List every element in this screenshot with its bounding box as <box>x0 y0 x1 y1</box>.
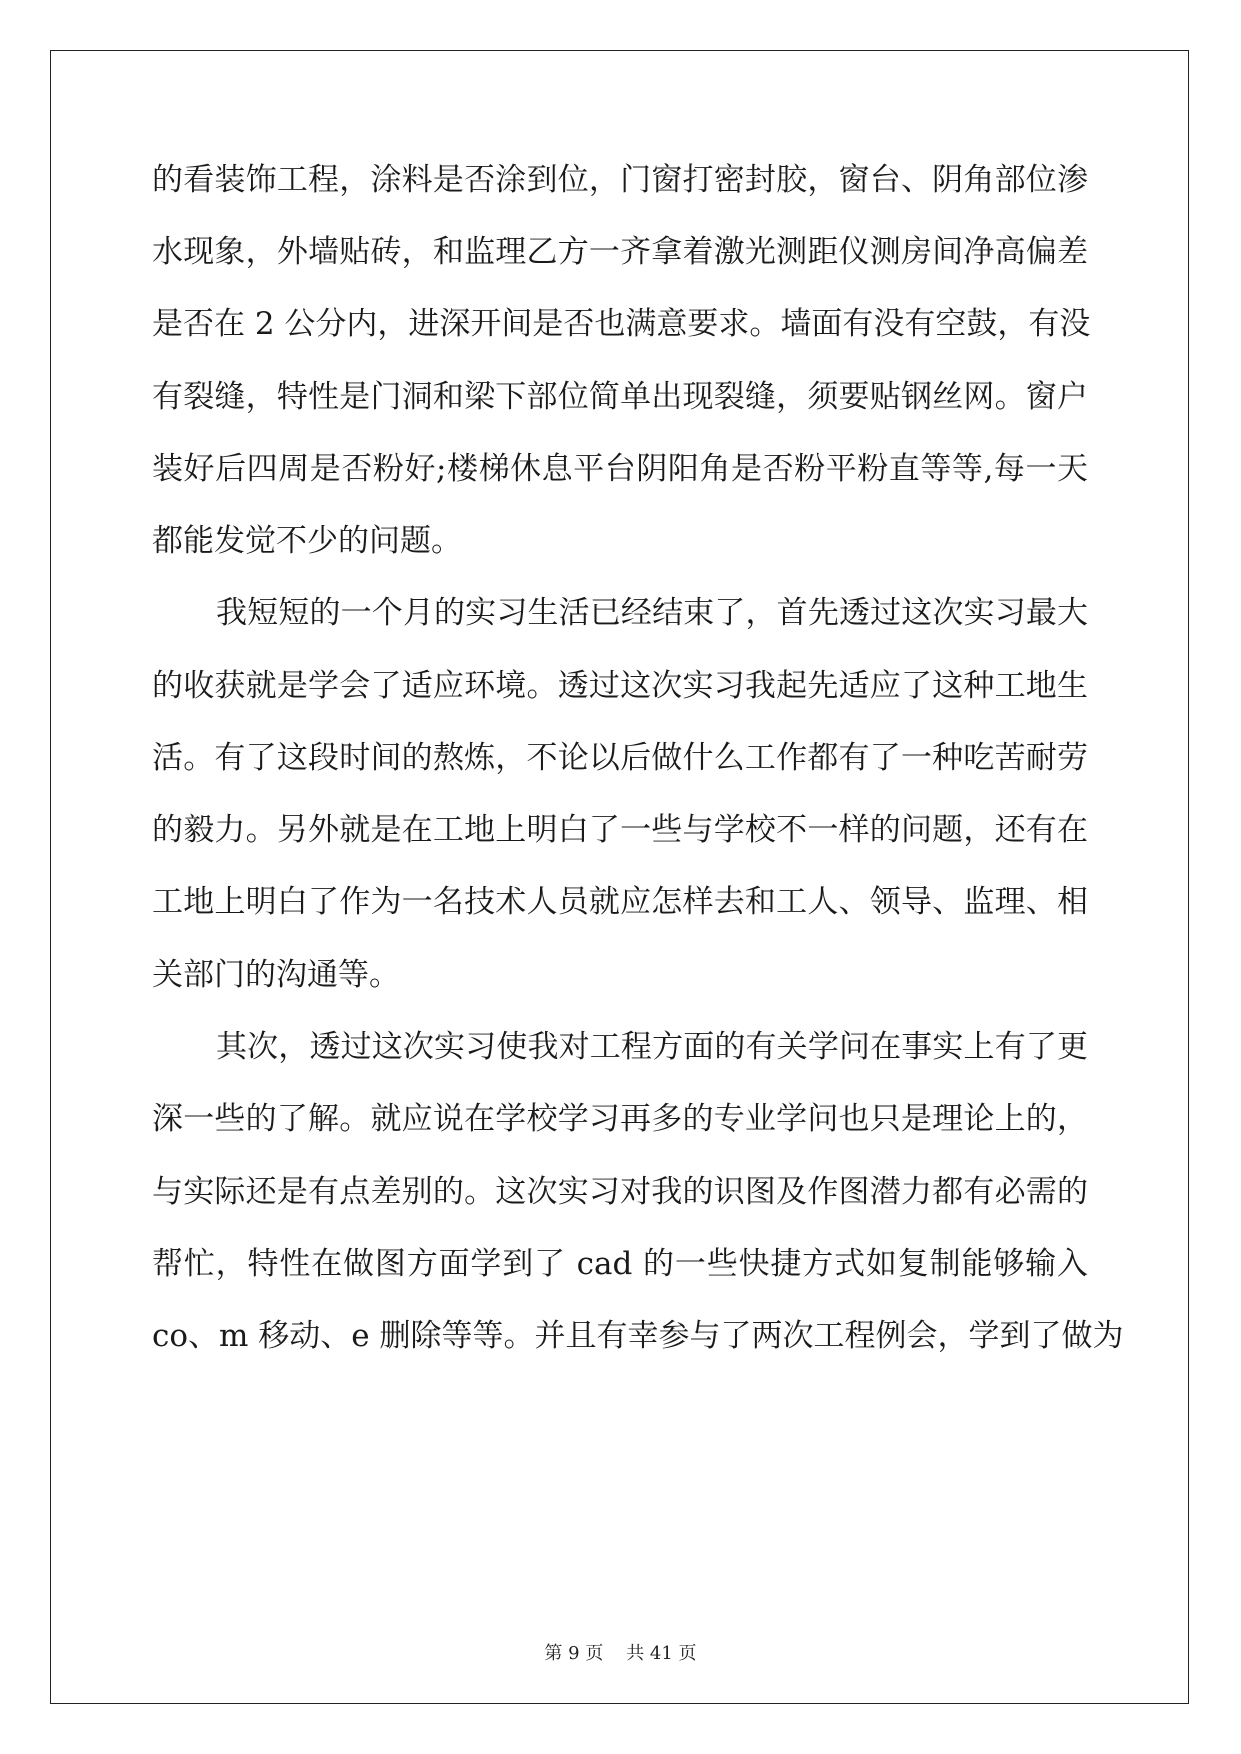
paragraph-line: 关部门的沟通等。 <box>152 957 400 993</box>
paragraph-line: 是否在 2 公分内，进深开间是否也满意要求。墙面有没有空鼓，有没 <box>152 306 1091 342</box>
paragraph-line: 的看装饰工程，涂料是否涂到位，门窗打密封胶，窗台、阴角部位渗 <box>152 162 1088 198</box>
paragraph-line: 的收获就是学会了适应环境。透过这次实习我起先适应了这种工地生 <box>152 668 1088 704</box>
page-number-footer: 第 9 页 共 41 页 <box>544 1643 697 1664</box>
paragraph-line: 帮忙，特性在做图方面学到了 cad 的一些快捷方式如复制能够输入 <box>152 1246 1088 1282</box>
paragraph-line: 有裂缝，特性是门洞和梁下部位简单出现裂缝，须要贴钢丝网。窗户 <box>152 379 1088 415</box>
paragraph-line: 水现象，外墙贴砖，和监理乙方一齐拿着激光测距仪测房间净高偏差 <box>152 234 1088 270</box>
paragraph-line: 深一些的了解。就应说在学校学习再多的专业学问也只是理论上的， <box>152 1101 1088 1137</box>
paragraph-line: 活。有了这段时间的熬炼，不论以后做什么工作都有了一种吃苦耐劳 <box>152 740 1088 776</box>
paragraph-line: 都能发觉不少的问题。 <box>152 523 462 559</box>
paragraph-line: 其次，透过这次实习使我对工程方面的有关学问在事实上有了更 <box>216 1029 1088 1065</box>
paragraph-line: 我短短的一个月的实习生活已经结束了，首先透过这次实习最大 <box>216 595 1088 631</box>
paragraph-line: 装好后四周是否粉好;楼梯休息平台阴阳角是否粉平粉直等等,每一天 <box>152 451 1088 487</box>
paragraph-line: 与实际还是有点差别的。这次实习对我的识图及作图潜力都有必需的 <box>152 1174 1088 1210</box>
paragraph-line: co、m 移动、e 删除等等。并且有幸参与了两次工程例会，学到了做为 <box>152 1318 1124 1354</box>
paragraph-line: 的毅力。另外就是在工地上明白了一些与学校不一样的问题，还有在 <box>152 812 1088 848</box>
paragraph-line: 工地上明白了作为一名技术人员就应怎样去和工人、领导、监理、相 <box>152 884 1088 920</box>
